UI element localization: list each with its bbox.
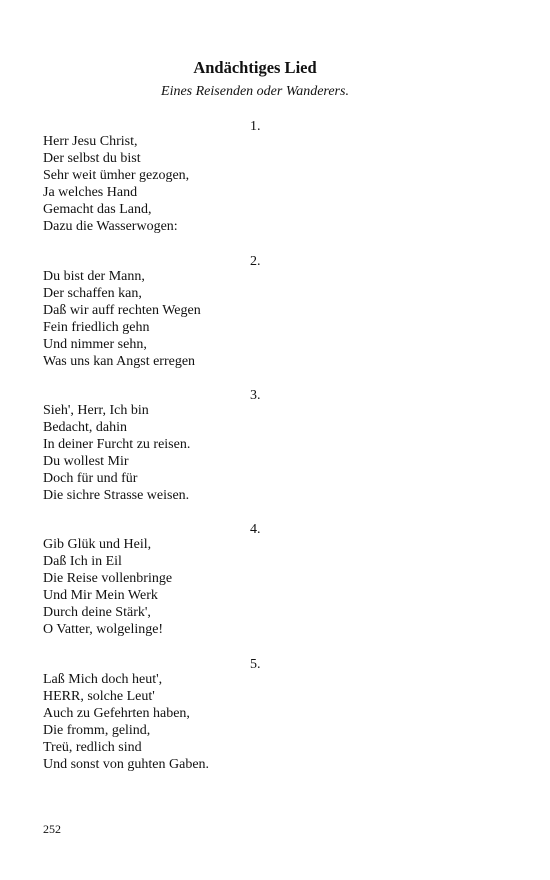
verse-line: Bedacht, dahin xyxy=(43,419,127,435)
stanza-number: 1. xyxy=(250,119,261,134)
verse-line: HERR, solche Leut' xyxy=(43,688,155,704)
verse-line: Doch für und für xyxy=(43,470,138,486)
verse-line: Fein friedlich gehn xyxy=(43,319,150,335)
verse-line: Gemacht das Land, xyxy=(43,201,152,217)
verse-line: Laß Mich doch heut', xyxy=(43,672,163,687)
poem-title: Andächtiges Lied xyxy=(193,58,317,77)
verse-line: Gib Glük und Heil, xyxy=(43,537,152,552)
verse-line: Sieh', Herr, Ich bin xyxy=(43,403,149,418)
verse-line: Sehr weit ümher gezogen, xyxy=(43,167,190,183)
verse-line: Du bist der Mann, xyxy=(43,269,145,284)
verse-line: Du wollest Mir xyxy=(43,453,129,469)
verse-line: Ja welches Hand xyxy=(43,184,138,200)
verse-line: Auch zu Gefehrten haben, xyxy=(43,705,190,721)
stanza-lines xyxy=(43,403,190,504)
verse-line: Daß wir auff rechten Wegen xyxy=(43,302,201,318)
verse-line: Und Mir Mein Werk xyxy=(43,587,158,603)
stanza-number: 4. xyxy=(250,522,261,537)
verse-line: Der selbst du bist xyxy=(43,150,141,166)
stanza-number: 3. xyxy=(250,388,261,403)
stanza-number: 5. xyxy=(250,657,261,672)
verse-line: Und sonst von guhten Gaben. xyxy=(43,756,210,772)
verse-line: Die sichre Strasse weisen. xyxy=(43,487,190,503)
verse-line: Durch deine Stärk', xyxy=(43,604,151,620)
verse-line: Die Reise vollenbringe xyxy=(43,570,173,586)
verse-line: Die fromm, gelind, xyxy=(43,722,151,738)
page-number: 252 xyxy=(43,822,61,836)
verse-line: Und nimmer sehn, xyxy=(43,336,147,352)
verse-line: Der schaffen kan, xyxy=(43,285,142,301)
stanza-number: 2. xyxy=(250,254,261,269)
stanza-lines xyxy=(43,537,172,638)
verse-line: Daß Ich in Eil xyxy=(43,553,122,569)
verse-line: Dazu die Wasserwogen: xyxy=(43,218,178,234)
stanza-lines xyxy=(43,672,209,773)
verse-line: Treü, redlich sind xyxy=(43,739,142,755)
stanza-lines xyxy=(43,134,189,235)
verse-line: Herr Jesu Christ, xyxy=(43,134,138,149)
verse-line: Was uns kan Angst erregen xyxy=(43,353,196,369)
poem-subtitle: Eines Reisenden oder Wanderers. xyxy=(161,84,349,99)
stanza-lines xyxy=(43,269,201,370)
verse-line: In deiner Furcht zu reisen. xyxy=(43,436,191,452)
verse-line: O Vatter, wolgelinge! xyxy=(43,621,164,637)
